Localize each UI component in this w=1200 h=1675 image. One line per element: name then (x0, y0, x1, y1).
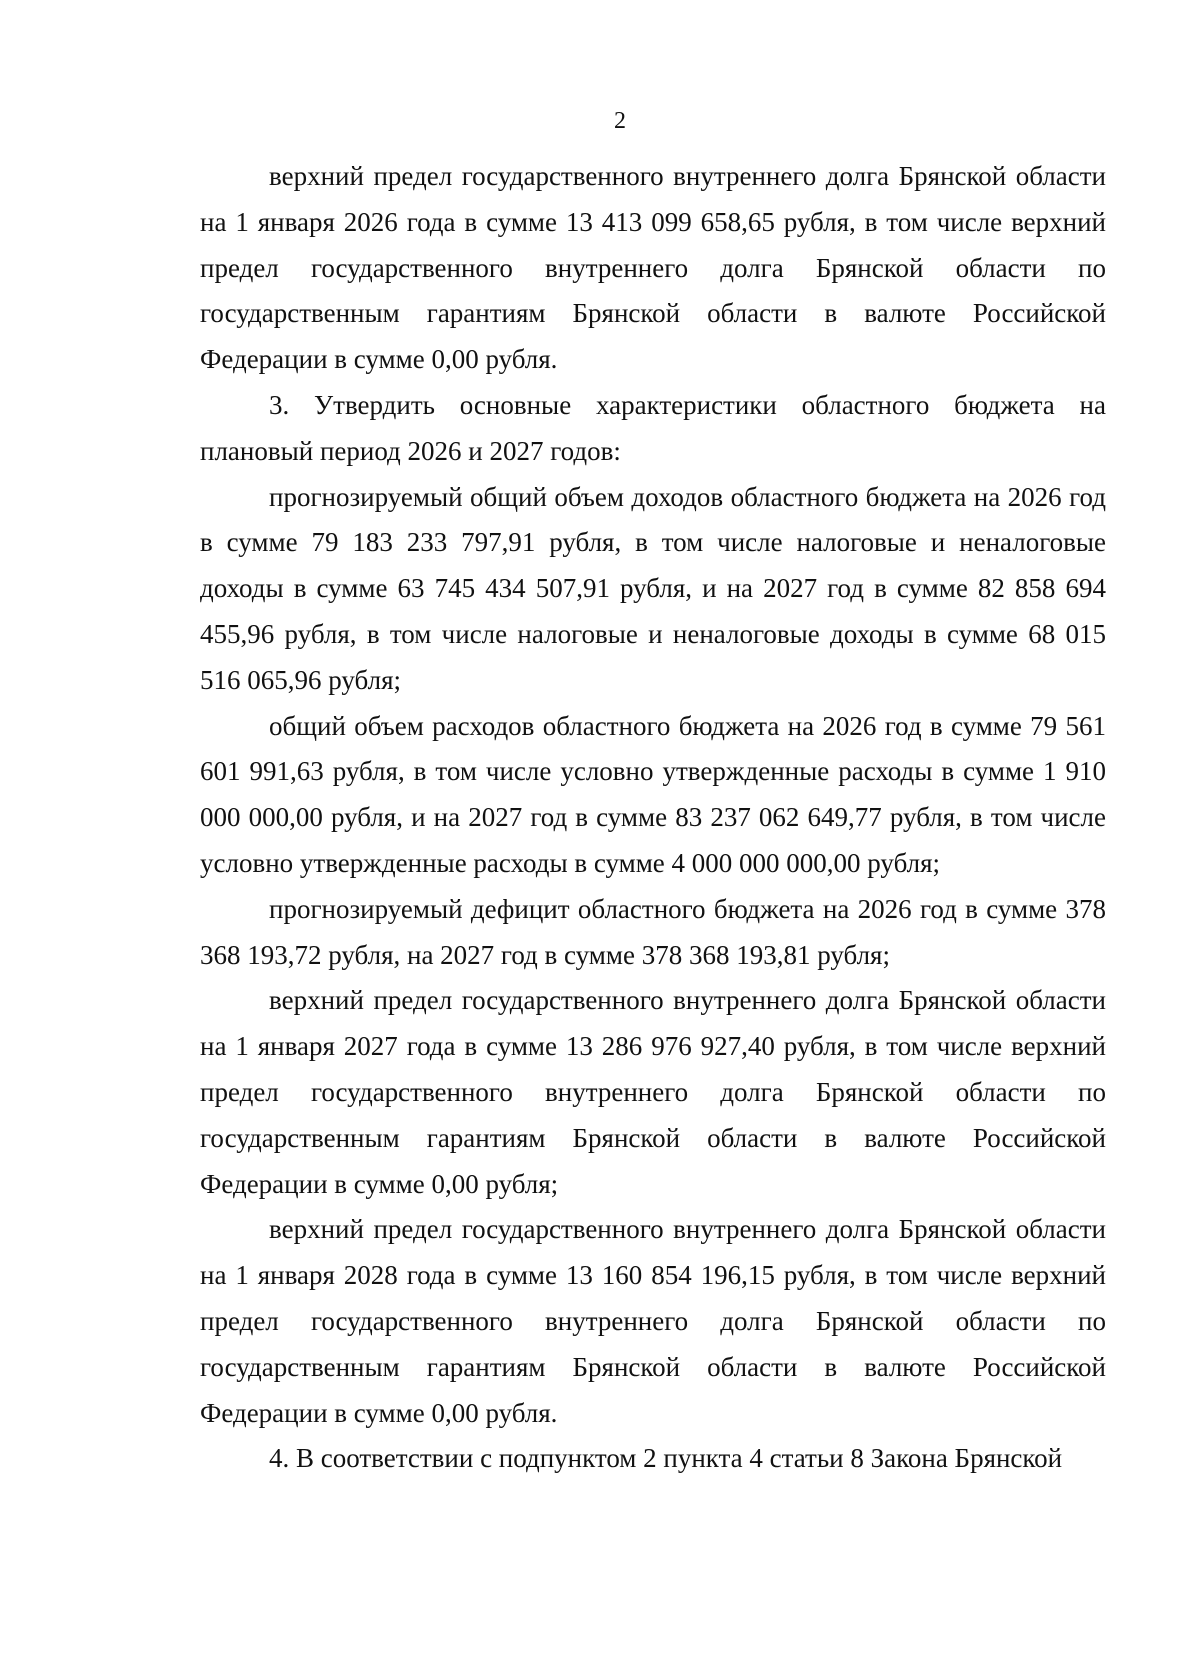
paragraph-deficit: прогнозируемый дефицит областного бюджета на 2026 год в сумме 378 368 193,72 рубля, на 2027 год в сумме 378 368 193,81 рубля; (200, 893, 1106, 970)
paragraph-debt-limit-2027: верхний предел государственного внутреннего долга Брянской области на 1 января 2027 года в сумме 13 286 976 927,40 рубля, в том числе верхний предел государственного внутреннего долга Брянской области по государственным гарантиям Брянской области в валюте Российской Федерации в сумме 0,00 рубля; (200, 985, 1106, 1199)
page-number: 2 (614, 108, 626, 134)
paragraph-debt-limit-2028: верхний предел государственного внутреннего долга Брянской области на 1 января 2028 года в сумме 13 160 854 196,15 рубля, в том числе верхний предел государственного внутреннего долга Брянской области по государственным гарантиям Брянской области в валюте Российской Федерации в сумме 0,00 рубля. (200, 1214, 1106, 1428)
paragraph-expenditure: общий объем расходов областного бюджета на 2026 год в сумме 79 561 601 991,63 рубля, в том числе условно утвержденные расходы в сумме 1 910 000 000,00 рубля, и на 2027 год в сумме 83 237 062 649,77 рубля, в том числе условно утвержденные расходы в сумме 4 000 000 000,00 рубля; (200, 710, 1106, 878)
paragraph-item-3-heading: 3. Утвердить основные характеристики областного бюджета на плановый период 2026 и 2027 годов: (200, 389, 1106, 466)
document-body (200, 154, 1106, 1482)
paragraph-revenue: прогнозируемый общий объем доходов областного бюджета на 2026 год в сумме 79 183 233 797,91 рубля, в том числе налоговые и неналоговые доходы в сумме 63 745 434 507,91 рубля, и на 2027 год в сумме 82 858 694 455,96 рубля, в том числе налоговые и неналоговые доходы в сумме 68 015 516 065,96 рубля; (200, 481, 1106, 695)
paragraph-debt-limit-2026: верхний предел государственного внутреннего долга Брянской области на 1 января 2026 года в сумме 13 413 099 658,65 рубля, в том числе верхний предел государственного внутреннего долга Брянской области по государственным гарантиям Брянской области в валюте Российской Федерации в сумме 0,00 рубля. (200, 161, 1106, 375)
paragraph-item-4-start: 4. В соответствии с подпунктом 2 пункта 4 статьи 8 Закона Брянской (269, 1443, 1063, 1474)
